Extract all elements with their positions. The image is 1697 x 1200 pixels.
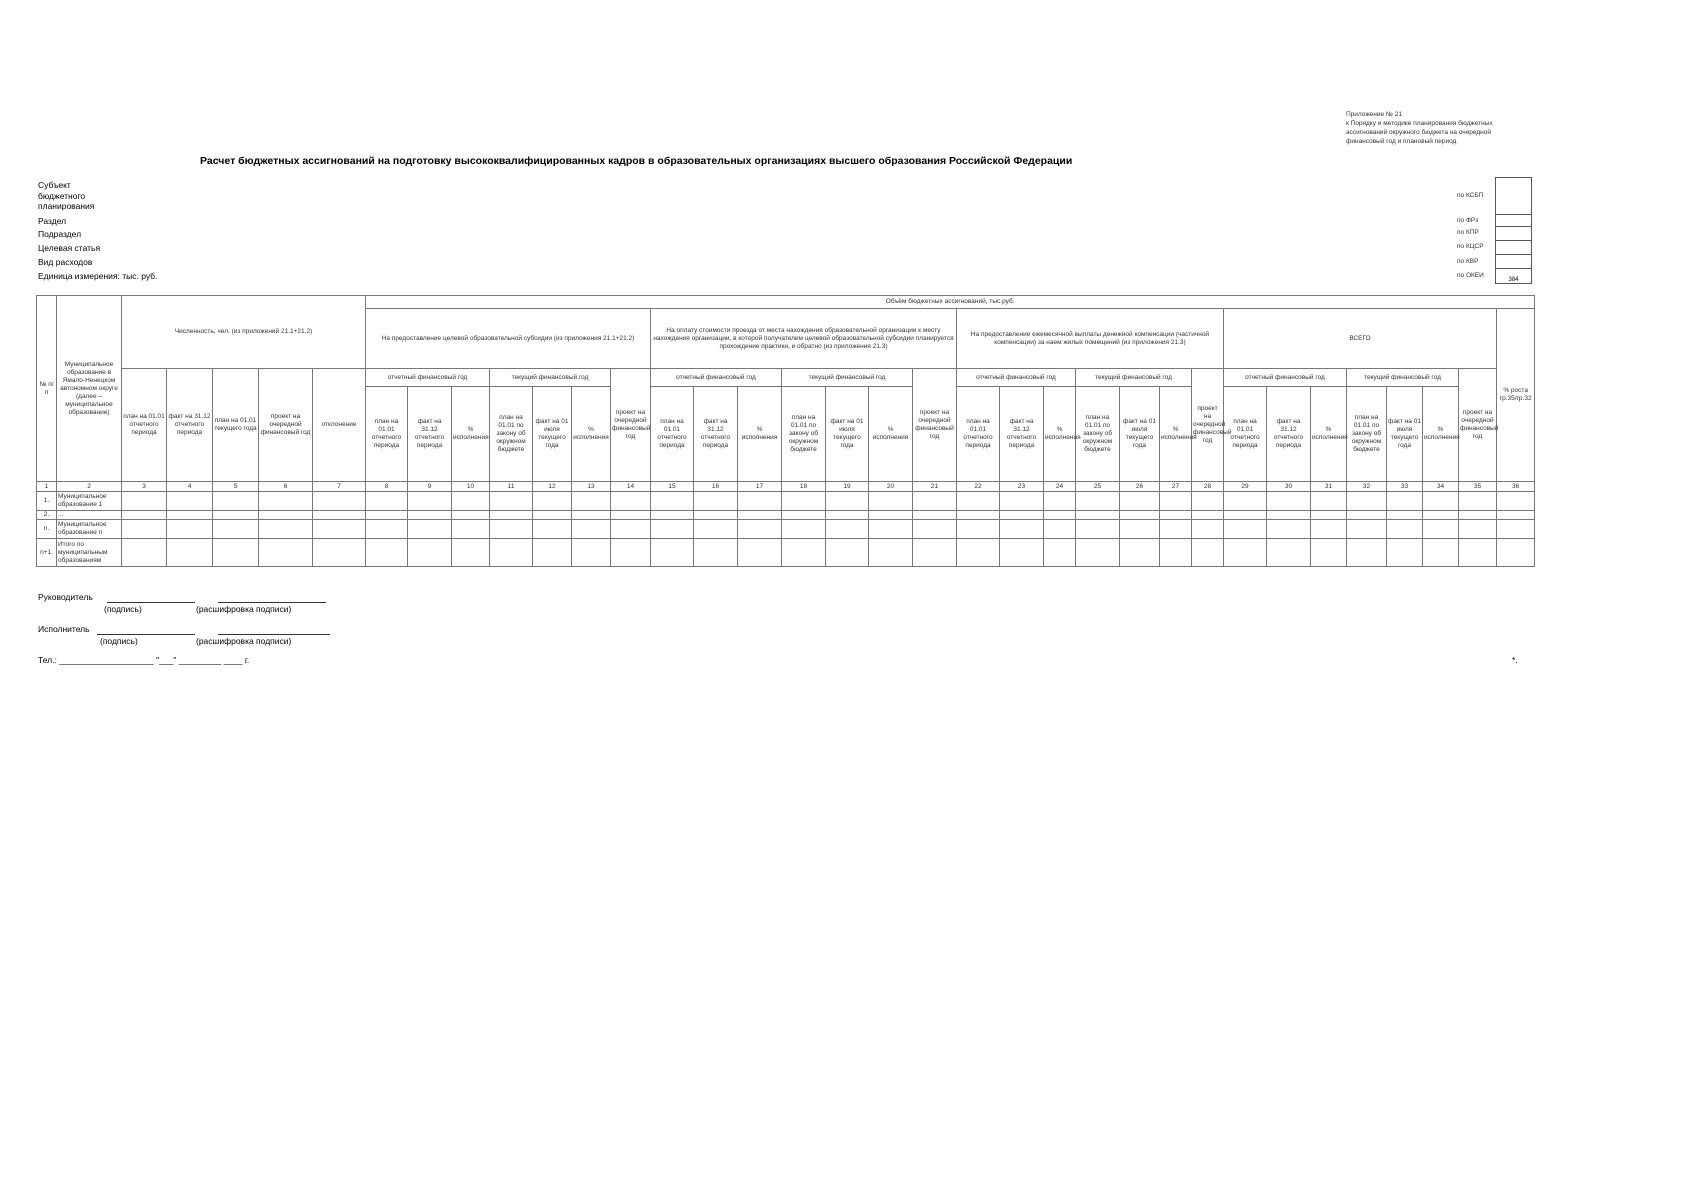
- data-cell[interactable]: [913, 511, 957, 520]
- head-label: Руководитель: [38, 592, 93, 602]
- head-signature-line[interactable]: [107, 602, 195, 603]
- data-cell[interactable]: [1120, 539, 1160, 567]
- data-cell[interactable]: [826, 511, 869, 520]
- total-project: проект на очередной финансовый год: [1459, 369, 1497, 482]
- data-cell[interactable]: [694, 539, 738, 567]
- executor-signature-line[interactable]: [97, 634, 195, 635]
- row-name: Муниципальное образование n: [57, 520, 122, 539]
- column-number-cell: 19: [826, 482, 869, 492]
- data-cell[interactable]: [1076, 492, 1120, 511]
- subsection-label: Подраздел: [38, 229, 82, 239]
- data-cell[interactable]: [782, 539, 826, 567]
- data-cell[interactable]: [490, 492, 533, 511]
- data-cell[interactable]: [1160, 520, 1192, 539]
- row-name: Муниципальное образование 1: [57, 492, 122, 511]
- column-number-row: [37, 482, 1535, 492]
- column-number-cell: 27: [1160, 482, 1192, 492]
- data-cell[interactable]: [167, 511, 213, 520]
- data-cell[interactable]: [122, 520, 167, 539]
- data-cell[interactable]: [1044, 492, 1076, 511]
- data-cell[interactable]: [1497, 539, 1535, 567]
- c11-header: план на 01.01 по закону об окружном бюджете: [490, 387, 533, 482]
- column-number-cell: 26: [1120, 482, 1160, 492]
- data-cell[interactable]: [1224, 511, 1267, 520]
- data-cell[interactable]: [1497, 520, 1535, 539]
- appendix-line: к Порядку и методике планирования бюджетных: [1346, 120, 1493, 127]
- data-cell[interactable]: [1387, 492, 1423, 511]
- subsidy-reporting-year: отчетный финансовый год: [366, 369, 490, 387]
- executor-decode-line[interactable]: [218, 634, 330, 635]
- subsidy-header: На предоставление целевой образовательной субсидии (из приложения 21.1+21.2): [366, 309, 651, 369]
- subsidy-project: проект на очередной финансовый год: [611, 369, 651, 482]
- data-cell[interactable]: [1120, 492, 1160, 511]
- head-decode-line[interactable]: [218, 602, 326, 603]
- data-cell[interactable]: [1044, 520, 1076, 539]
- code-box-okei[interactable]: 384: [1495, 269, 1532, 284]
- data-cell[interactable]: [1076, 539, 1120, 567]
- c16-header: факт на 31.12 отчетного периода: [694, 387, 738, 482]
- c18-header: план на 01.01 по закону об окружном бюджете: [782, 387, 826, 482]
- column-number-cell: 3: [122, 482, 167, 492]
- code-frz-label: по ФРз: [1457, 217, 1479, 224]
- travel-project: проект на очередной финансовый год: [913, 369, 957, 482]
- housing-current-year: текущий финансовый год: [1076, 369, 1192, 387]
- data-cell[interactable]: [1120, 511, 1160, 520]
- data-cell[interactable]: [1347, 539, 1387, 567]
- column-number-cell: 15: [651, 482, 694, 492]
- data-cell[interactable]: [213, 492, 259, 511]
- target-label: Целевая статья: [38, 243, 101, 253]
- data-cell[interactable]: [1497, 511, 1535, 520]
- data-cell[interactable]: [313, 520, 366, 539]
- data-cell[interactable]: [366, 520, 408, 539]
- appendix-note: [1346, 110, 1556, 146]
- table-row[interactable]: [37, 511, 1535, 520]
- data-cell[interactable]: [1160, 492, 1192, 511]
- data-cell[interactable]: [533, 492, 572, 511]
- row-name: ...: [57, 511, 122, 520]
- data-cell[interactable]: [1192, 539, 1224, 567]
- data-cell[interactable]: [167, 520, 213, 539]
- column-number-cell: 21: [913, 482, 957, 492]
- c20-header: % исполнения: [869, 387, 913, 482]
- c23-header: факт на 31.12 отчетного периода: [1000, 387, 1044, 482]
- c30-header: факт на 31.12 отчетного периода: [1267, 387, 1311, 482]
- code-box-frz[interactable]: [1495, 214, 1532, 227]
- data-cell[interactable]: [782, 511, 826, 520]
- document-title: Расчет бюджетных ассигнований на подготовку высококвалифицированных кадров в образовательных организациях высшего образования Российской Федерации: [200, 155, 1073, 167]
- group-count-header: Численность, чел. (из приложений 21.1+21.2): [122, 296, 366, 369]
- total-reporting-year: отчетный финансовый год: [1224, 369, 1347, 387]
- column-number-cell: 8: [366, 482, 408, 492]
- data-cell[interactable]: [366, 539, 408, 567]
- data-cell[interactable]: [869, 492, 913, 511]
- appendix-line: финансовый год и плановый период: [1346, 138, 1457, 145]
- housing-header: На предоставление ежемесячной выплаты денежной компенсации (частичной компенсации) за наем жилых помещений (из приложения 21.3): [957, 309, 1224, 369]
- data-cell[interactable]: [572, 511, 611, 520]
- data-cell[interactable]: [533, 511, 572, 520]
- data-cell[interactable]: [366, 492, 408, 511]
- data-cell[interactable]: [122, 492, 167, 511]
- data-cell[interactable]: [738, 492, 782, 511]
- data-cell[interactable]: [1423, 492, 1459, 511]
- column-number-cell: 28: [1192, 482, 1224, 492]
- data-cell[interactable]: [869, 539, 913, 567]
- data-cell[interactable]: [167, 539, 213, 567]
- data-cell[interactable]: [738, 539, 782, 567]
- column-number-cell: 5: [213, 482, 259, 492]
- growth-header: % роста гр.35/гр.32: [1497, 309, 1535, 482]
- data-cell[interactable]: [408, 539, 452, 567]
- count-fact-reporting: факт на 31.12 отчетного периода: [167, 369, 213, 482]
- code-box-kcsr[interactable]: [1495, 241, 1532, 255]
- data-cell[interactable]: [259, 492, 313, 511]
- row-number: n.: [37, 520, 57, 539]
- c15-header: план на 01.01 отчетного периода: [651, 387, 694, 482]
- travel-reporting-year: отчетный финансовый год: [651, 369, 782, 387]
- executor-label: Исполнитель: [38, 624, 90, 634]
- data-cell[interactable]: [1192, 492, 1224, 511]
- c29-header: план на 01.01 отчетного периода: [1224, 387, 1267, 482]
- data-cell[interactable]: [826, 520, 869, 539]
- c13-header: % исполнения: [572, 387, 611, 482]
- head-signature-hint: (подпись): [104, 604, 142, 614]
- column-number-cell: 34: [1423, 482, 1459, 492]
- data-cell[interactable]: [408, 492, 452, 511]
- data-cell[interactable]: [1224, 492, 1267, 511]
- column-number-cell: 18: [782, 482, 826, 492]
- column-number-cell: 29: [1224, 482, 1267, 492]
- code-okei-label: по ОКЕИ: [1457, 272, 1484, 279]
- column-number-cell: 1: [37, 482, 57, 492]
- data-cell[interactable]: [651, 539, 694, 567]
- data-cell[interactable]: [694, 492, 738, 511]
- code-kcsr-label: по КЦСР: [1457, 243, 1484, 250]
- head-decode-hint: (расшифровка подписи): [196, 604, 292, 614]
- code-box-kpr[interactable]: [1495, 227, 1532, 241]
- column-number-cell: 11: [490, 482, 533, 492]
- data-cell[interactable]: [1000, 520, 1044, 539]
- data-cell[interactable]: [1267, 492, 1311, 511]
- travel-current-year: текущий финансовый год: [782, 369, 913, 387]
- travel-header: На оплату стоимости проезда от места нахождения образовательной организации к месту нахождения организации, в которой получателем целевой образовательной субсидии планируется прохождение практики, и обратно (из приложения 21.3): [651, 309, 957, 369]
- data-cell[interactable]: [1160, 511, 1192, 520]
- column-number-cell: 32: [1347, 482, 1387, 492]
- data-cell[interactable]: [572, 520, 611, 539]
- total-current-year: текущий финансовый год: [1347, 369, 1459, 387]
- data-cell[interactable]: [490, 511, 533, 520]
- c24-header: % исполнения: [1044, 387, 1076, 482]
- data-cell[interactable]: [782, 492, 826, 511]
- c26-header: факт на 01 июля текущего года: [1120, 387, 1160, 482]
- row-number: n+1.: [37, 539, 57, 567]
- data-cell[interactable]: [313, 492, 366, 511]
- data-cell[interactable]: [1459, 511, 1497, 520]
- column-number-cell: 30: [1267, 482, 1311, 492]
- data-cell[interactable]: [533, 539, 572, 567]
- c8-header: план на 01.01 отчетного периода: [366, 387, 408, 482]
- column-number-cell: 7: [313, 482, 366, 492]
- code-kvr-label: по КВР: [1457, 258, 1479, 265]
- data-cell[interactable]: [259, 511, 313, 520]
- section-label: Раздел: [38, 216, 67, 226]
- table-row[interactable]: [37, 520, 1535, 539]
- data-cell[interactable]: [572, 492, 611, 511]
- data-cell[interactable]: [611, 511, 651, 520]
- column-number-cell: 13: [572, 482, 611, 492]
- data-cell[interactable]: [1459, 539, 1497, 567]
- data-cell[interactable]: [826, 492, 869, 511]
- data-cell[interactable]: [1000, 511, 1044, 520]
- data-cell[interactable]: [259, 539, 313, 567]
- c19-header: факт на 01 июля текущего года: [826, 387, 869, 482]
- count-plan-reporting: план на 01.01 отчетного периода: [122, 369, 167, 482]
- data-cell[interactable]: [408, 511, 452, 520]
- subject-label: Субъект бюджетного планирования: [38, 180, 95, 211]
- column-number-cell: 14: [611, 482, 651, 492]
- total-header: ВСЕГО: [1224, 309, 1497, 369]
- data-cell[interactable]: [366, 511, 408, 520]
- data-cell[interactable]: [611, 539, 651, 567]
- data-cell[interactable]: [694, 511, 738, 520]
- data-cell[interactable]: [122, 511, 167, 520]
- column-number-cell: 10: [452, 482, 490, 492]
- code-ksbp-label: по КСБП: [1457, 192, 1484, 199]
- data-cell[interactable]: [1423, 520, 1459, 539]
- subsidy-current-year: текущий финансовый год: [490, 369, 611, 387]
- data-cell[interactable]: [694, 520, 738, 539]
- count-project: проект на очередной финансовый год: [259, 369, 313, 482]
- data-cell[interactable]: [213, 511, 259, 520]
- data-cell[interactable]: [1459, 492, 1497, 511]
- code-kpr-label: по КПР: [1457, 229, 1479, 236]
- data-cell[interactable]: [1044, 511, 1076, 520]
- c25-header: план на 01.01 по закону об окружном бюджете: [1076, 387, 1120, 482]
- row-number: 2.: [37, 511, 57, 520]
- column-number-cell: 35: [1459, 482, 1497, 492]
- data-cell[interactable]: [1387, 511, 1423, 520]
- data-cell[interactable]: [651, 511, 694, 520]
- c34-header: % исполнения: [1423, 387, 1459, 482]
- data-cell[interactable]: [1267, 539, 1311, 567]
- count-plan-current: план на 01.01 текущего года: [213, 369, 259, 482]
- unit-label: Единица измерения: тыс. руб.: [38, 271, 158, 281]
- table-row[interactable]: [37, 492, 1535, 511]
- phone-date-line[interactable]: Тел.: ____________________ "___" _________ ____ г.: [38, 655, 250, 665]
- data-cell[interactable]: [738, 511, 782, 520]
- data-cell[interactable]: [651, 520, 694, 539]
- data-cell[interactable]: [452, 511, 490, 520]
- data-cell[interactable]: [869, 520, 913, 539]
- data-cell[interactable]: [572, 539, 611, 567]
- data-cell[interactable]: [1000, 492, 1044, 511]
- data-cell[interactable]: [1423, 511, 1459, 520]
- c17-header: % исполнения: [738, 387, 782, 482]
- data-cell[interactable]: [957, 492, 1000, 511]
- data-cell[interactable]: [1044, 539, 1076, 567]
- data-cell[interactable]: [452, 492, 490, 511]
- data-cell[interactable]: [1311, 511, 1347, 520]
- group-volume-header: Объём бюджетных ассигнований, тыс.руб.: [366, 296, 1535, 309]
- data-cell[interactable]: [957, 511, 1000, 520]
- c32-header: план на 01.01 по закону об окружном бюджете: [1347, 387, 1387, 482]
- data-cell[interactable]: [1347, 492, 1387, 511]
- data-cell[interactable]: [611, 520, 651, 539]
- housing-reporting-year: отчетный финансовый год: [957, 369, 1076, 387]
- column-number-cell: 23: [1000, 482, 1044, 492]
- data-cell[interactable]: [738, 520, 782, 539]
- col-number-header: № п/п: [37, 296, 57, 482]
- data-cell[interactable]: [408, 520, 452, 539]
- count-deviation: отклонение: [313, 369, 366, 482]
- c12-header: факт на 01 июля текущего года: [533, 387, 572, 482]
- data-cell[interactable]: [213, 520, 259, 539]
- column-number-cell: 6: [259, 482, 313, 492]
- data-cell[interactable]: [1224, 520, 1267, 539]
- data-cell[interactable]: [1192, 511, 1224, 520]
- data-cell[interactable]: [313, 539, 366, 567]
- executor-decode-hint: (расшифровка подписи): [196, 636, 292, 646]
- data-cell[interactable]: [611, 492, 651, 511]
- data-cell[interactable]: [1311, 492, 1347, 511]
- data-cell[interactable]: [913, 492, 957, 511]
- data-cell[interactable]: [1120, 520, 1160, 539]
- data-cell[interactable]: [452, 520, 490, 539]
- row-name: Итого по муниципальным образованиям: [57, 539, 122, 567]
- c27-header: % исполнения: [1160, 387, 1192, 482]
- appendix-line: Приложение № 21: [1346, 111, 1402, 118]
- col-mo-header: Муниципальное образование в Ямало-Ненецком автономном округе (далее – муниципальное образование): [57, 296, 122, 482]
- data-cell[interactable]: [259, 520, 313, 539]
- data-cell[interactable]: [490, 520, 533, 539]
- column-number-cell: 22: [957, 482, 1000, 492]
- housing-project: проект на очередной финансовый год: [1192, 369, 1224, 482]
- data-cell[interactable]: [1497, 492, 1535, 511]
- data-cell[interactable]: [651, 492, 694, 511]
- c33-header: факт на 01 июля текущего года: [1387, 387, 1423, 482]
- data-cell[interactable]: [957, 520, 1000, 539]
- column-number-cell: 17: [738, 482, 782, 492]
- column-number-cell: 24: [1044, 482, 1076, 492]
- data-cell[interactable]: [1076, 511, 1120, 520]
- data-cell[interactable]: [913, 520, 957, 539]
- column-number-cell: 20: [869, 482, 913, 492]
- expense-type-label: Вид расходов: [38, 257, 93, 267]
- column-number-cell: 36: [1497, 482, 1535, 492]
- data-cell[interactable]: [869, 511, 913, 520]
- footnote-mark: *.: [1512, 655, 1518, 665]
- code-box-ksbp[interactable]: [1495, 177, 1532, 215]
- data-cell[interactable]: [1459, 520, 1497, 539]
- c9-header: факт на 31.12 отчетного периода: [408, 387, 452, 482]
- data-cell[interactable]: [1267, 511, 1311, 520]
- data-cell[interactable]: [1311, 520, 1347, 539]
- data-cell[interactable]: [213, 539, 259, 567]
- data-cell[interactable]: [1347, 520, 1387, 539]
- column-number-cell: 33: [1387, 482, 1423, 492]
- c22-header: план на 01.01 отчетного периода: [957, 387, 1000, 482]
- table-row[interactable]: [37, 539, 1535, 567]
- data-cell[interactable]: [533, 520, 572, 539]
- data-cell[interactable]: [826, 539, 869, 567]
- appendix-line: ассигнований окружного бюджета на очередной: [1346, 129, 1492, 136]
- column-number-cell: 9: [408, 482, 452, 492]
- data-cell[interactable]: [122, 539, 167, 567]
- data-cell[interactable]: [1347, 511, 1387, 520]
- data-cell[interactable]: [452, 539, 490, 567]
- column-number-cell: 2: [57, 482, 122, 492]
- column-number-cell: 4: [167, 482, 213, 492]
- data-cell[interactable]: [1076, 520, 1120, 539]
- data-cell[interactable]: [913, 539, 957, 567]
- data-cell[interactable]: [1423, 539, 1459, 567]
- data-cell[interactable]: [167, 492, 213, 511]
- budget-table: [36, 295, 1535, 567]
- data-cell[interactable]: [1000, 539, 1044, 567]
- c31-header: % исполнения: [1311, 387, 1347, 482]
- column-number-cell: 31: [1311, 482, 1347, 492]
- executor-signature-hint: (подпись): [100, 636, 138, 646]
- data-cell[interactable]: [1387, 539, 1423, 567]
- data-cell[interactable]: [313, 511, 366, 520]
- data-cell[interactable]: [1160, 539, 1192, 567]
- column-number-cell: 16: [694, 482, 738, 492]
- data-cell[interactable]: [1192, 520, 1224, 539]
- column-number-cell: 12: [533, 482, 572, 492]
- column-number-cell: 25: [1076, 482, 1120, 492]
- data-cell[interactable]: [490, 539, 533, 567]
- data-cell[interactable]: [1387, 520, 1423, 539]
- data-cell[interactable]: [1267, 520, 1311, 539]
- data-cell[interactable]: [782, 520, 826, 539]
- c10-header: % исполнения: [452, 387, 490, 482]
- data-cell[interactable]: [1224, 539, 1267, 567]
- code-box-kvr[interactable]: [1495, 255, 1532, 269]
- data-cell[interactable]: [1311, 539, 1347, 567]
- data-cell[interactable]: [957, 539, 1000, 567]
- row-number: 1.: [37, 492, 57, 511]
